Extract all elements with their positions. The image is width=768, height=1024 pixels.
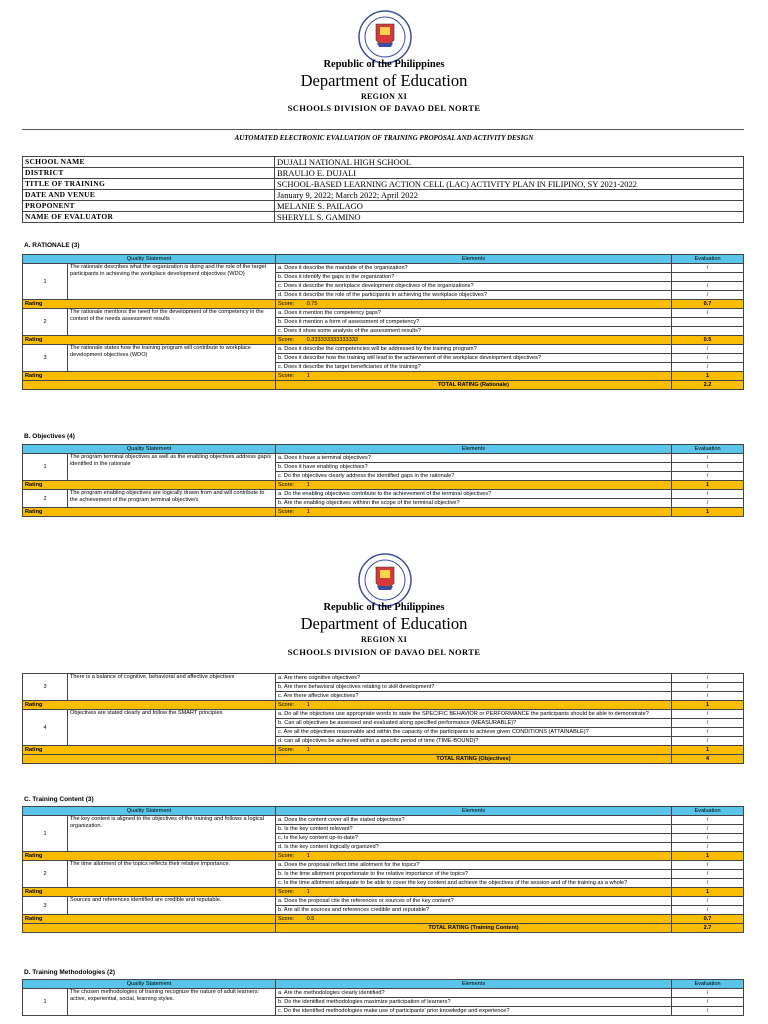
element-cell: a. Does it have a terminal objectives?: [276, 454, 672, 463]
section-title: A. RATIONALE (3): [24, 242, 80, 249]
evaluation-cell: /: [672, 1007, 744, 1016]
rationale-table: [22, 254, 744, 390]
quality-statement-cell: The rationale describes what the organization is doing and the role of the target participants in achieving the workplace development objectives (WDO): [68, 264, 276, 300]
element-cell: TOTAL RATING (Rationale): [276, 381, 672, 390]
evaluation-cell: 0.7: [672, 915, 744, 924]
region-heading: REGION XI: [360, 92, 408, 101]
table-row: [23, 989, 744, 998]
element-cell: b. Does it describe how the training will lead to the achievement of the workplace development objectives?: [276, 354, 672, 363]
rating-label-cell: Rating: [23, 508, 276, 517]
evaluation-cell: /: [672, 291, 744, 300]
item-number-cell: 2: [23, 309, 68, 336]
element-cell: a. Do all the objectives use appropriate words to state the SPECIFIC BEHAVIOR or PERFORMANCE the participants should be able to demonstrate?: [276, 710, 672, 719]
item-number-cell: 1: [23, 454, 68, 481]
element-cell: c. Does it show some analysis of the assessment results?: [276, 327, 672, 336]
rating-label-cell: Rating: [23, 481, 276, 490]
info-row: PROPONENT MELANIE S. PAILAGO: [23, 201, 744, 212]
section-title: D. Training Methodologies (2): [24, 969, 115, 976]
evaluation-cell: /: [672, 737, 744, 746]
rating-row: [23, 888, 744, 897]
division-heading: SCHOOLS DIVISION OF DAVAO DEL NORTE: [287, 103, 481, 113]
table-row: [23, 490, 744, 499]
element-cell: Score: 1: [276, 372, 672, 381]
element-cell: [23, 755, 276, 764]
form-title: AUTOMATED ELECTRONIC EVALUATION OF TRAINING PROPOSAL AND ACTIVITY DESIGN: [234, 134, 534, 142]
table-row: [23, 861, 744, 870]
total-row: [23, 755, 744, 764]
element-cell: b. Are the enabling objectives withinn the scope of the terminal objective?: [276, 499, 672, 508]
total-row: [23, 381, 744, 390]
objectives-table: [22, 444, 744, 517]
element-cell: c. Are there affective objectives?: [276, 692, 672, 701]
quality-statement-cell: The rationale mentions the need for the development of the competency in the context of the needs assessment results: [68, 309, 276, 336]
evaluation-cell: 1: [672, 481, 744, 490]
evaluation-cell: /: [672, 834, 744, 843]
evaluation-cell: /: [672, 309, 744, 318]
element-cell: Quality Statement: [23, 980, 276, 989]
evaluation-cell: 1: [672, 701, 744, 710]
element-cell: a. Does the content cover all the stated objectives?: [276, 816, 672, 825]
evaluation-cell: /: [672, 264, 744, 273]
evaluation-cell: [672, 327, 744, 336]
evaluation-cell: [672, 273, 744, 282]
rating-label-cell: Rating: [23, 336, 276, 345]
evaluation-cell: /: [672, 825, 744, 834]
rating-row: [23, 915, 744, 924]
element-cell: Score: 1: [276, 701, 672, 710]
quality-statement-cell: The chosen methodologies of training recognize the nature of adult learners: active, experiential, social, learning styles.: [68, 989, 276, 1016]
element-cell: TOTAL RATING (Training Content): [276, 924, 672, 933]
table-header-row: [23, 445, 744, 454]
evaluation-cell: 1: [672, 508, 744, 517]
training-info-table: [22, 156, 744, 223]
rating-row: [23, 336, 744, 345]
table-row: [23, 897, 744, 906]
element-cell: d. Is the key content logically organized?: [276, 843, 672, 852]
element-cell: c. Does it describe the target beneficiaries of the training?: [276, 363, 672, 372]
element-cell: Quality Statement: [23, 445, 276, 454]
element-cell: b. Do the identified methodologies maximize participation of learners?: [276, 998, 672, 1007]
element-cell: Quality Statement: [23, 255, 276, 264]
evaluation-cell: /: [672, 816, 744, 825]
element-cell: a. Does it describe the mandate of the organization?: [276, 264, 672, 273]
element-cell: b. Does it mention a form of assessment of competency?: [276, 318, 672, 327]
table-row: [23, 816, 744, 825]
element-cell: d. Does it describe the role of the participants in achieving the workplace objectives?: [276, 291, 672, 300]
evaluation-cell: /: [672, 354, 744, 363]
evaluation-cell: 1: [672, 888, 744, 897]
info-row: NAME OF EVALUATOR SHERYLL S. GAMINO: [23, 212, 744, 223]
republic-heading: Republic of the Philippines: [323, 59, 445, 70]
element-cell: Score: 0.75: [276, 300, 672, 309]
deped-seal-icon: [358, 10, 412, 64]
evaluation-cell: 1: [672, 852, 744, 861]
element-cell: b. Does it have enabling objectives?: [276, 463, 672, 472]
rating-row: [23, 300, 744, 309]
evaluation-cell: /: [672, 998, 744, 1007]
evaluation-cell: /: [672, 870, 744, 879]
table-row: [23, 674, 744, 683]
evaluation-cell: 0.7: [672, 300, 744, 309]
element-cell: Evaluation: [672, 255, 744, 264]
element-cell: Elements: [276, 255, 672, 264]
division-heading: SCHOOLS DIVISION OF DAVAO DEL NORTE: [287, 647, 481, 657]
item-number-cell: 4: [23, 710, 68, 746]
quality-statement-cell: The key content is aligned to the objectives of the training and follows a logical organization.: [68, 816, 276, 852]
deped-seal-icon: [358, 553, 412, 607]
element-cell: a. Does the proposal reflect time allotment for the topics?: [276, 861, 672, 870]
element-cell: Elements: [276, 445, 672, 454]
element-cell: b. Can all objectives be assessed and evaluated along specified performance (MEASURABLE)?: [276, 719, 672, 728]
rating-label-cell: Rating: [23, 372, 276, 381]
table-row: [23, 309, 744, 318]
evaluation-cell: 0.5: [672, 336, 744, 345]
evaluation-cell: /: [672, 674, 744, 683]
element-cell: [23, 924, 276, 933]
quality-statement-cell: The program enabling objectives are logically drawn from and will contribute to the achievement of the program terminal objective/s: [68, 490, 276, 508]
table-row: [23, 345, 744, 354]
element-cell: b. Is the time allotment proportionate to the relative importance of the topics?: [276, 870, 672, 879]
element-cell: Score: 1: [276, 508, 672, 517]
element-cell: a. Are there cognitive objectives?: [276, 674, 672, 683]
table-row: [23, 710, 744, 719]
evaluation-cell: /: [672, 490, 744, 499]
info-row: TITLE OF TRAINING SCHOOL-BASED LEARNING ACTION CELL (LAC) ACTIVITY PLAN IN FILIPINO, SY 2021-2022: [23, 179, 744, 190]
divider-line: [22, 129, 744, 130]
rating-label-cell: Rating: [23, 852, 276, 861]
rating-row: [23, 508, 744, 517]
evaluation-cell: 2.7: [672, 924, 744, 933]
element-cell: c. Are all the objectives reasonable and within the capacity of the participants to achieve given CONDITIONS (ATTAINABLE)?: [276, 728, 672, 737]
element-cell: b. Are all the sources and references credible and reputable?: [276, 906, 672, 915]
element-cell: TOTAL RATING (Objectives): [276, 755, 672, 764]
rating-row: [23, 701, 744, 710]
rating-row: [23, 481, 744, 490]
quality-statement-cell: Sources and references identified are credible and reputable.: [68, 897, 276, 915]
element-cell: a. Does the proposal cite the references or sources of the key content?: [276, 897, 672, 906]
element-cell: c. Is the time allotment adequate to be able to cover the key content and achieve the objectives of the session and of the training as a whole?: [276, 879, 672, 888]
element-cell: Evaluation: [672, 807, 744, 816]
element-cell: c. Do the identified methodologies make use of participants' prior knowledge and experience?: [276, 1007, 672, 1016]
republic-heading: Republic of the Philippines: [323, 602, 445, 613]
item-number-cell: 3: [23, 674, 68, 701]
rating-label-cell: Rating: [23, 888, 276, 897]
item-number-cell: 3: [23, 345, 68, 372]
element-cell: b. Is the key content relevant?: [276, 825, 672, 834]
element-cell: b. Does it identify the gaps in the organization?: [276, 273, 672, 282]
element-cell: Elements: [276, 807, 672, 816]
element-cell: a. Are the methodologies clearly identified?: [276, 989, 672, 998]
quality-statement-cell: The program terminal objectives as well as the enabling objectives address gap/s identified in the rationale: [68, 454, 276, 481]
rating-row: [23, 372, 744, 381]
evaluation-cell: /: [672, 710, 744, 719]
element-cell: c. Is the key content up-to-date?: [276, 834, 672, 843]
evaluation-cell: /: [672, 906, 744, 915]
evaluation-cell: /: [672, 454, 744, 463]
element-cell: a. Does it describe the competencies will be addressed by the training program?: [276, 345, 672, 354]
element-cell: d. can all objectives be achieved within a specific period of time (TIME-BOUND)?: [276, 737, 672, 746]
item-number-cell: 1: [23, 989, 68, 1016]
evaluation-cell: /: [672, 499, 744, 508]
evaluation-cell: /: [672, 719, 744, 728]
department-heading: Department of Education: [300, 614, 468, 633]
element-cell: Score: 1: [276, 481, 672, 490]
evaluation-cell: 4: [672, 755, 744, 764]
info-row: SCHOOL NAME DUJALI NATIONAL HIGH SCHOOL: [23, 157, 744, 168]
element-cell: Evaluation: [672, 980, 744, 989]
evaluation-cell: /: [672, 363, 744, 372]
total-row: [23, 924, 744, 933]
evaluation-cell: /: [672, 879, 744, 888]
training-methodologies-table: [22, 979, 744, 1016]
element-cell: Score: 0.5: [276, 915, 672, 924]
item-number-cell: 2: [23, 861, 68, 888]
rating-row: [23, 852, 744, 861]
rating-label-cell: Rating: [23, 915, 276, 924]
element-cell: Quality Statement: [23, 807, 276, 816]
element-cell: a. Does it mention the competency gaps?: [276, 309, 672, 318]
evaluation-cell: /: [672, 989, 744, 998]
evaluation-cell: /: [672, 345, 744, 354]
element-cell: Evaluation: [672, 445, 744, 454]
quality-statement-cell: The time allotment of the topics reflects their relative importance.: [68, 861, 276, 888]
objectives-continued-table: [22, 673, 744, 764]
quality-statement-cell: The rationale states how the training program will contribute to workplace development objectives (WDO): [68, 345, 276, 372]
table-row: [23, 264, 744, 273]
evaluation-cell: /: [672, 861, 744, 870]
element-cell: [23, 381, 276, 390]
table-header-row: [23, 255, 744, 264]
evaluation-cell: /: [672, 897, 744, 906]
rating-label-cell: Rating: [23, 701, 276, 710]
department-heading: Department of Education: [300, 71, 468, 90]
element-cell: b. Are there behavioral objectives relating to skill development?: [276, 683, 672, 692]
item-number-cell: 1: [23, 816, 68, 852]
item-number-cell: 3: [23, 897, 68, 915]
quality-statement-cell: There is a balance of cognitive, behavioral and affective objectives: [68, 674, 276, 701]
info-row: DISTRICT BRAULIO E. DUJALI: [23, 168, 744, 179]
evaluation-cell: /: [672, 282, 744, 291]
rating-label-cell: Rating: [23, 746, 276, 755]
evaluation-cell: /: [672, 843, 744, 852]
table-header-row: [23, 807, 744, 816]
quality-statement-cell: Objectives are stated clearly and follow the SMART principles: [68, 710, 276, 746]
element-cell: Score: 1: [276, 888, 672, 897]
element-cell: a. Do the enabling objectives contribute to the achievement of the terminal objectives?: [276, 490, 672, 499]
evaluation-cell: [672, 318, 744, 327]
training-content-table: [22, 806, 744, 933]
rating-label-cell: Rating: [23, 300, 276, 309]
element-cell: Score: 0.333333333333333: [276, 336, 672, 345]
element-cell: Elements: [276, 980, 672, 989]
evaluation-cell: 1: [672, 372, 744, 381]
region-heading: REGION XI: [360, 635, 408, 644]
info-row: DATE AND VENUE January 9, 2022; March 2022; April 2022: [23, 190, 744, 201]
evaluation-cell: /: [672, 683, 744, 692]
section-title: C. Training Content (3): [24, 796, 94, 803]
table-header-row: [23, 980, 744, 989]
evaluation-cell: /: [672, 728, 744, 737]
evaluation-cell: 2.2: [672, 381, 744, 390]
evaluation-cell: /: [672, 472, 744, 481]
table-row: [23, 454, 744, 463]
rating-row: [23, 746, 744, 755]
element-cell: c. Do the objectives clearly address the identified gaps in the rationale?: [276, 472, 672, 481]
element-cell: Score: 1: [276, 852, 672, 861]
item-number-cell: 1: [23, 264, 68, 300]
section-title: B. Objectives (4): [24, 433, 75, 440]
evaluation-cell: /: [672, 463, 744, 472]
element-cell: Score: 1: [276, 746, 672, 755]
item-number-cell: 2: [23, 490, 68, 508]
element-cell: c. Does it describe the workplace development objectives of the organizations?: [276, 282, 672, 291]
evaluation-cell: 1: [672, 746, 744, 755]
evaluation-cell: /: [672, 692, 744, 701]
